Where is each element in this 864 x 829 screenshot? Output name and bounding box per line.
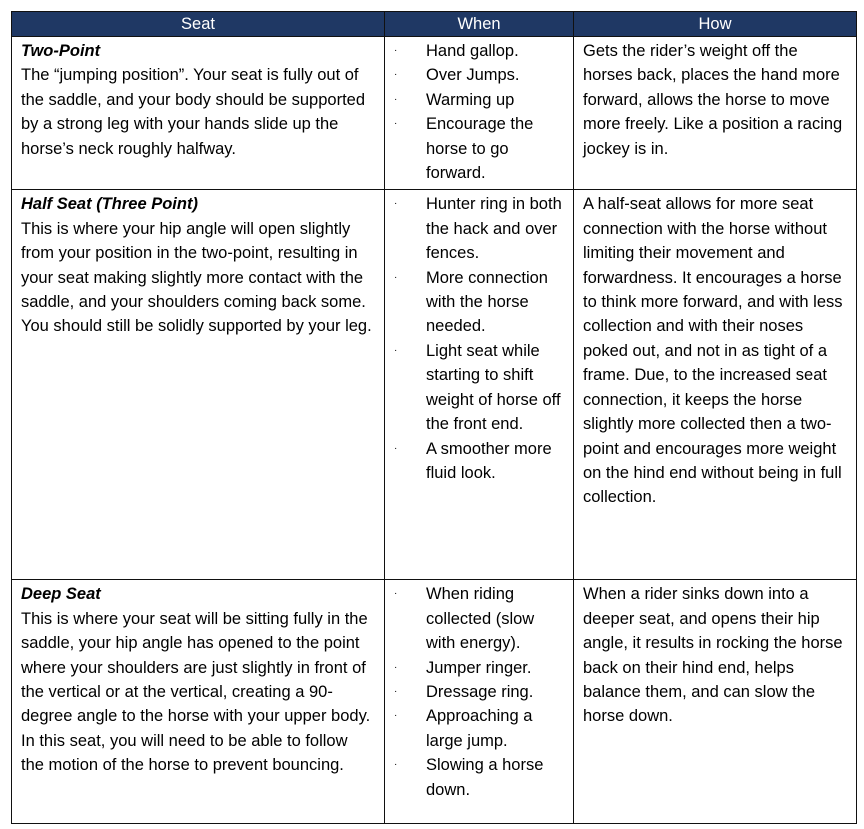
when-cell xyxy=(385,190,574,580)
table-row-two-point xyxy=(12,37,857,190)
bullet-icon: · xyxy=(394,45,398,56)
seat-name: Deep Seat xyxy=(21,585,101,604)
seat-comparison-table xyxy=(11,11,857,824)
when-cell xyxy=(385,580,574,824)
seat-name: Two-Point xyxy=(21,42,101,60)
header-row xyxy=(12,12,857,37)
seat-name: Half Seat (Three Point) xyxy=(21,195,198,214)
when-item: · Jumper ringer. xyxy=(394,656,567,680)
bullet-icon: · xyxy=(394,69,398,81)
seat-description: The “jumping position”. Your seat is fully out of the saddle, and your body should be supported by a strong leg with your hands slide up the horse’s neck roughly halfway. xyxy=(21,66,366,158)
bullet-icon: · xyxy=(394,198,398,210)
when-item: · Encourage the horse to go forward. xyxy=(394,112,567,185)
seat-description: This is where your seat will be sitting fully in the saddle, your hip angle has opened to the point where your shoulders are just slightly in front of the vertical or at the vertical, creating a 90-degree angle to the horse with your upper body. In this seat, you will need to be able to follow the motion of the horse to prevent bouncing. xyxy=(21,609,371,775)
when-item: · Light seat while starting to shift weight of horse off the front end. xyxy=(394,339,567,437)
bullet-icon: · xyxy=(394,686,398,698)
bullet-icon: · xyxy=(394,588,398,600)
bullet-icon: · xyxy=(394,759,398,771)
seat-cell xyxy=(12,580,385,824)
table-row-deep-seat xyxy=(12,580,857,824)
when-list xyxy=(394,192,567,485)
when-item: · Over Jumps. xyxy=(394,63,567,87)
when-item: · Dressage ring. xyxy=(394,680,567,704)
header-when: When xyxy=(385,12,574,37)
how-cell: A half-seat allows for more seat connection with the horse without limiting their movement and forwardness. It encourages a horse to think more forward, and with less collection and with their noses poked out, and not in as tight of a frame. Due, to the increased seat connection, it keeps the horse slightly more collected then a two-point and encourages more weight on the hind end without being in full collection. xyxy=(574,190,857,580)
bullet-icon: · xyxy=(394,710,398,722)
when-item: · Approaching a large jump. xyxy=(394,704,567,753)
when-item: · Warming up xyxy=(394,88,567,112)
seat-description: This is where your hip angle will open slightly from your position in the two-point, resulting in your seat making slightly more contact with the saddle, and your shoulders coming back some. You should still be solidly supported by your leg. xyxy=(21,219,372,336)
when-list xyxy=(394,39,567,185)
bullet-icon: · xyxy=(394,118,398,130)
bullet-icon: · xyxy=(394,93,398,105)
when-item: · More connection with the horse needed. xyxy=(394,266,567,339)
seat-cell xyxy=(12,37,385,190)
when-item: · Hunter ring in both the hack and over fences. xyxy=(394,192,567,265)
table-row-half-seat xyxy=(12,190,857,580)
how-cell: Gets the rider’s weight off the horses back, places the hand more forward, allows the horse to move more freely. Like a position a racing jockey is in. xyxy=(574,37,857,190)
when-item: · Hand gallop. xyxy=(394,39,567,63)
seat-cell xyxy=(12,190,385,580)
bullet-icon: · xyxy=(394,442,398,454)
when-item: · Slowing a horse down. xyxy=(394,753,567,802)
header-how: How xyxy=(574,12,857,37)
how-cell: When a rider sinks down into a deeper seat, and opens their hip angle, it results in rocking the horse back on their hind end, helps balance them, and can slow the horse down. xyxy=(574,580,857,824)
when-cell xyxy=(385,37,574,190)
when-item: · When riding collected (slow with energy). xyxy=(394,582,567,655)
header-seat: Seat xyxy=(12,12,385,37)
bullet-icon: · xyxy=(394,344,398,356)
when-item: · A smoother more fluid look. xyxy=(394,437,567,486)
bullet-icon: · xyxy=(394,271,398,283)
bullet-icon: · xyxy=(394,661,398,673)
when-list xyxy=(394,582,567,802)
